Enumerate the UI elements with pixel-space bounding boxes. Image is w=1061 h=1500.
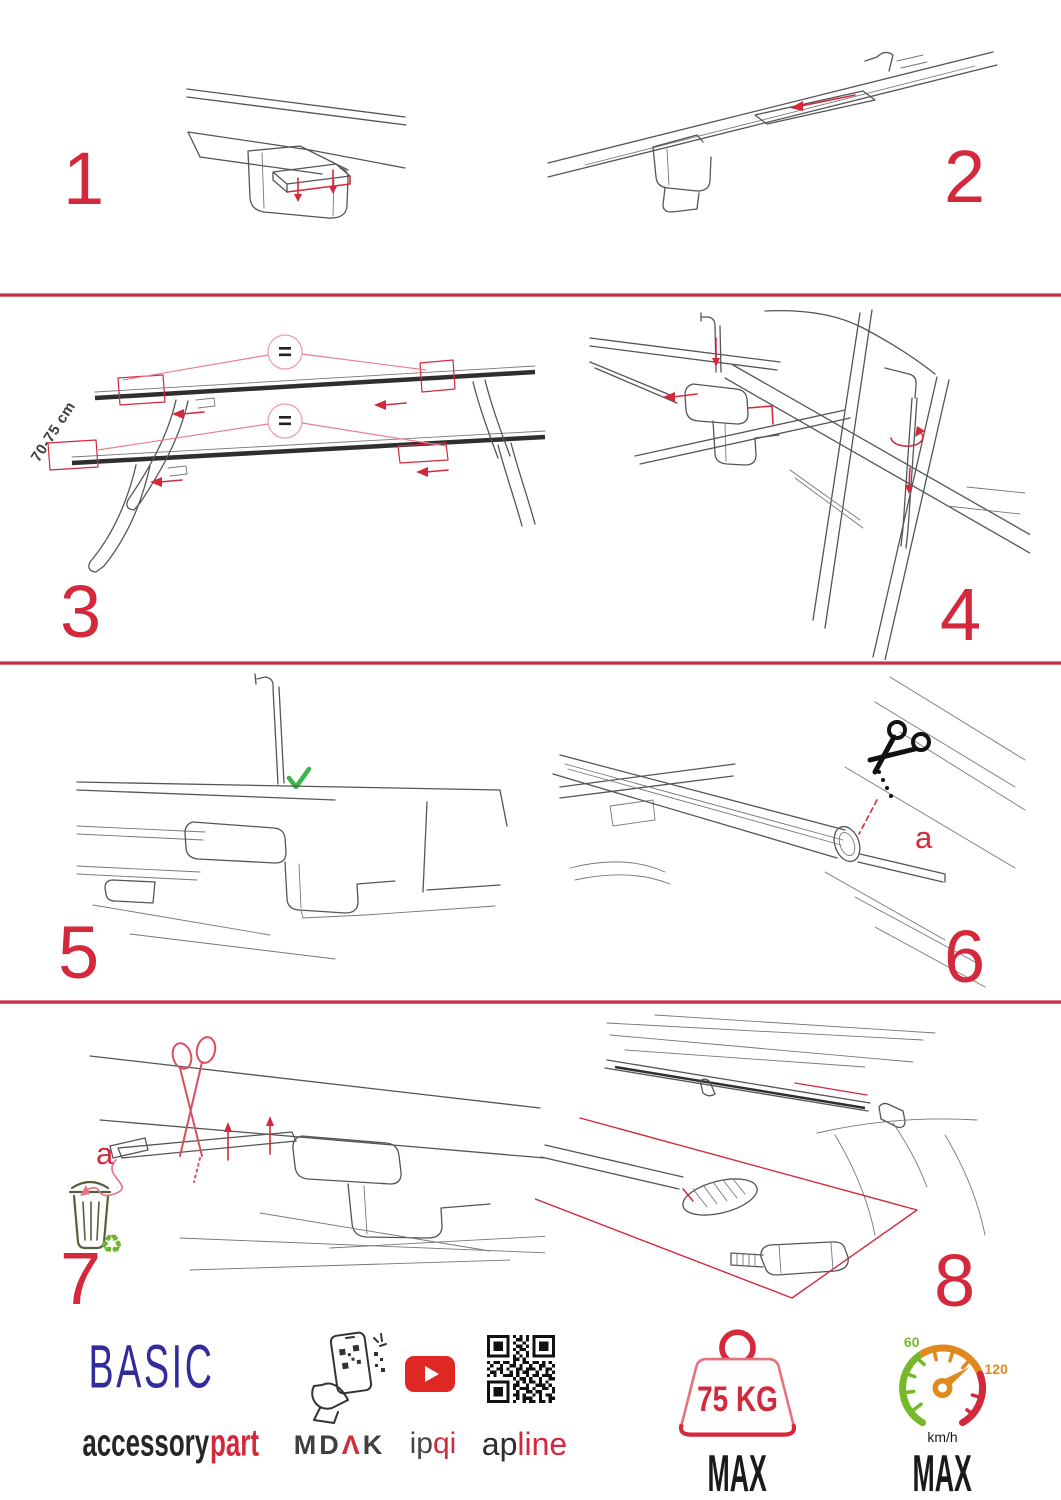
rubber-strip-label-a: a	[96, 1136, 114, 1171]
step-3-number: 3	[60, 570, 102, 653]
max-load-icon	[665, 1326, 810, 1446]
mdak-caret: Λ	[341, 1429, 363, 1460]
apline-left: ap	[481, 1425, 518, 1462]
ipqi-logo	[398, 1426, 468, 1462]
step-5-illustration	[35, 666, 535, 1001]
accessorypart-right: part	[209, 1420, 259, 1464]
equal-spacing-marker: =	[277, 408, 293, 435]
basic-logo	[62, 1332, 242, 1402]
accessorypart-logo	[48, 1422, 263, 1464]
mdak-right: K	[362, 1429, 386, 1460]
step-2-number: 2	[944, 135, 986, 218]
ipqi-right: qi	[433, 1427, 457, 1460]
mdak-left: MD	[293, 1429, 342, 1460]
rubber-strip-label-a: a	[915, 820, 933, 855]
apline-logo	[472, 1424, 577, 1464]
equal-spacing-marker: =	[277, 339, 293, 366]
step-1-number: 1	[63, 137, 105, 220]
apline-right: line	[517, 1425, 568, 1462]
basic-logo-text: BASIC	[88, 1332, 216, 1402]
step-7-number: 7	[60, 1237, 102, 1320]
mdak-logo	[282, 1428, 397, 1462]
qr-code	[487, 1335, 555, 1403]
speedometer-icon	[870, 1330, 1015, 1448]
recycle-icon: ♻	[100, 1229, 124, 1259]
max-speed-label: MAX	[912, 1443, 973, 1500]
ipqi-left: ip	[409, 1427, 433, 1460]
step-3-illustration	[28, 300, 568, 575]
section-divider-3	[0, 1000, 1061, 1004]
step-1-illustration	[150, 18, 590, 270]
step-5-number: 5	[58, 911, 100, 994]
section-divider-2	[0, 661, 1061, 665]
speed-120-label: 120	[984, 1361, 1008, 1377]
accessorypart-left: accessory	[82, 1420, 210, 1464]
crossbar-distance-label: 70-75 cm	[27, 398, 80, 465]
step-4-number: 4	[940, 573, 982, 656]
speed-60-label: 60	[903, 1334, 920, 1350]
youtube-icon	[405, 1356, 455, 1392]
step-8-number: 8	[934, 1239, 976, 1322]
phone-scan-icon	[300, 1328, 395, 1424]
speed-unit-label: km/h	[927, 1429, 958, 1445]
max-load-label: MAX	[707, 1443, 768, 1500]
max-load-value: 75 KG	[697, 1379, 778, 1419]
scissors-red-icon	[170, 1035, 218, 1182]
check-icon	[289, 769, 309, 787]
step-6-number: 6	[944, 915, 986, 998]
phone-qr-pixels	[339, 1345, 385, 1372]
section-divider-1	[0, 293, 1061, 297]
